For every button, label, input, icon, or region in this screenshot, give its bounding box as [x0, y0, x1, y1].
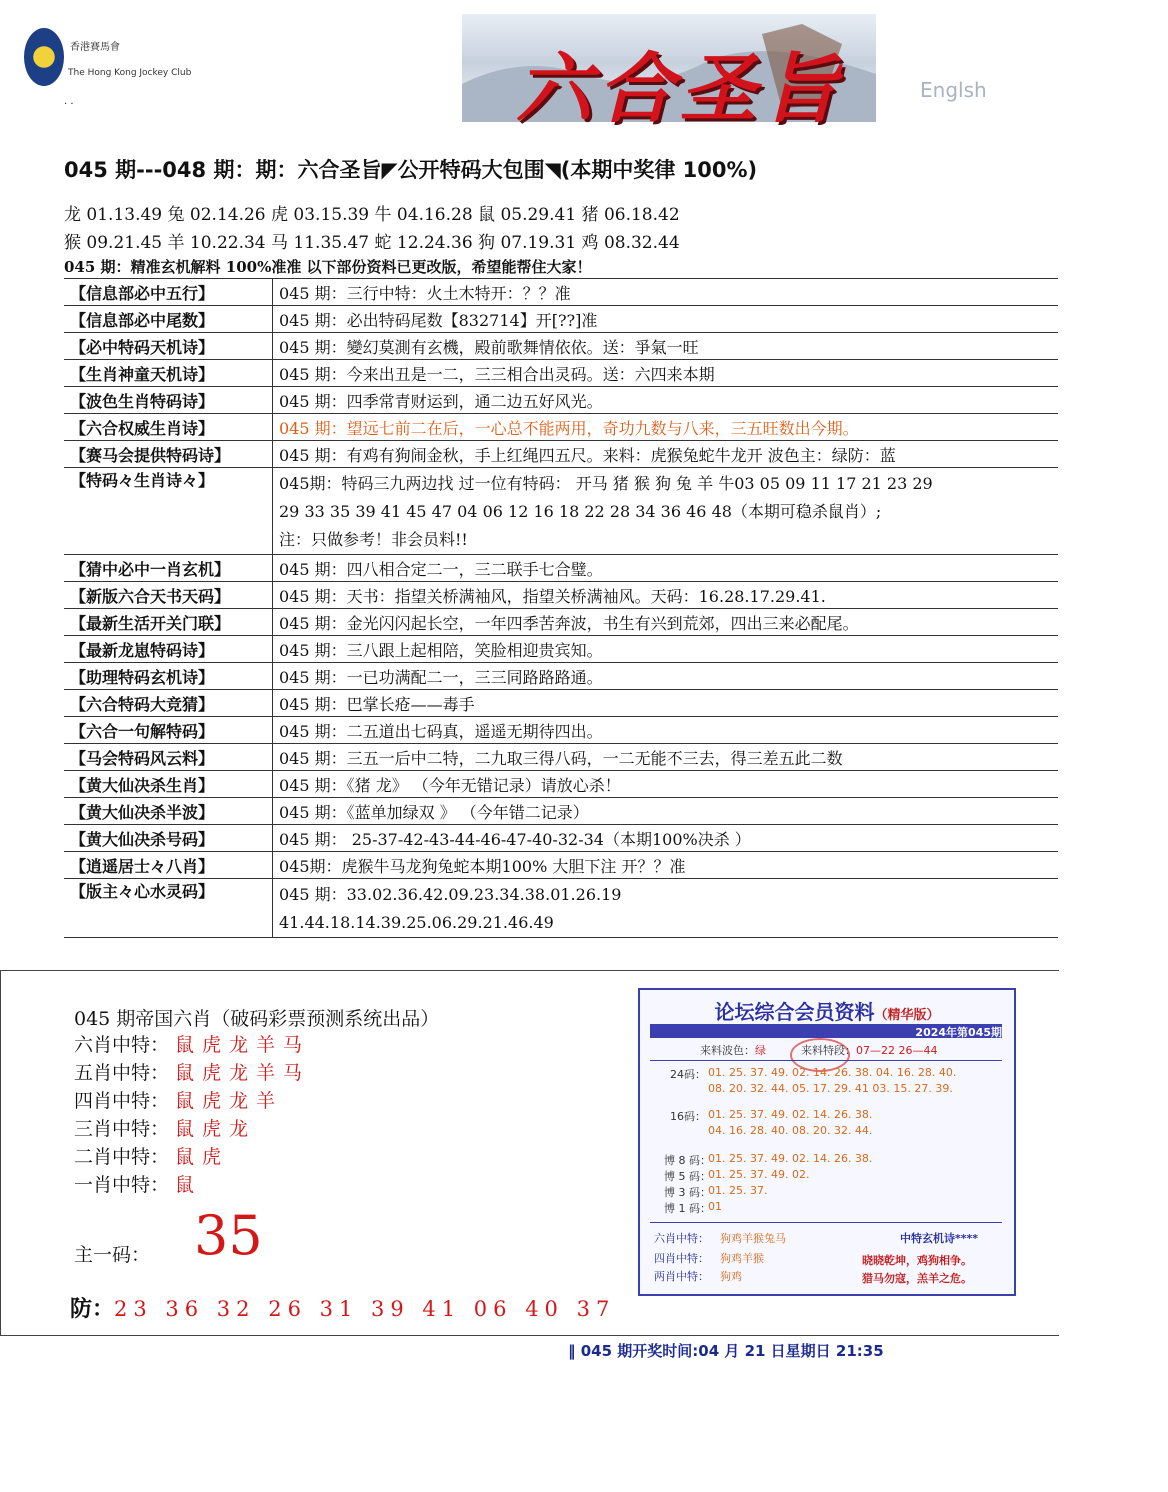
r16-label: 16码：: [670, 1110, 706, 1123]
table-row: [64, 306, 1058, 333]
src-label: 来料波色：: [700, 1044, 755, 1057]
table-row: [64, 468, 1058, 555]
b1-label: 博 1 码：: [664, 1202, 711, 1215]
draw-time: ‖ 045 期开奖时间:04 月 21 日星期日 21:35: [568, 1342, 884, 1360]
table-row: [64, 825, 1058, 852]
row-label: 【波色生肖特码诗】: [64, 387, 273, 414]
poem-label: 中特玄机诗****: [900, 1232, 979, 1245]
b3-value: 01. 25. 37.: [708, 1184, 768, 1197]
row-value: 045 期：三八跟上起相陪，笑脸相迎贵宾知。: [273, 636, 1059, 663]
row-label: 【逍遥居士々八肖】: [64, 852, 273, 879]
row-value: 045 期：三行中特：火土木特开：？？准: [273, 279, 1059, 306]
row-value-line-1: 045期：特码三九两边找 过一位有特码： 开马 猪 猴 狗 兔 羊 牛03 05 09 11 17 21 23 29: [279, 474, 933, 493]
row-value: [273, 468, 1059, 555]
six-label: 六肖中特：: [654, 1232, 709, 1245]
table-row: [64, 333, 1058, 360]
b1-value: 01: [708, 1200, 722, 1213]
row-label: 【六合一句解特码】: [64, 717, 273, 744]
pick-label: 三肖中特：: [74, 1118, 170, 1140]
pick-row: [74, 1030, 310, 1057]
table-row: [64, 441, 1058, 468]
row-value: [273, 879, 1059, 938]
panel-title-text: 论坛综合会员资料: [714, 1000, 875, 1024]
row-label: 【特码々生肖诗々】: [64, 468, 273, 555]
row-label: 【信息部必中五行】: [64, 279, 273, 306]
r24-line-2: 08. 20. 32. 44. 05. 17. 29. 41 03. 15. 27. 39.: [708, 1082, 953, 1095]
row-label: 【黄大仙决杀号码】: [64, 825, 273, 852]
fang-label: 防：: [70, 1296, 115, 1322]
subheading: 045 期：精准玄机解料 100%准准 以下部份资料已更改版，希望能帮住大家！: [64, 258, 592, 276]
logo-text-en: The Hong Kong Jockey Club: [68, 68, 192, 78]
table-row: [64, 609, 1058, 636]
row-value: 045 期：有鸡有狗闹金秋，手上红绳四五尺。来料：虎猴兔蛇牛龙开 波色主：绿防：蓝: [273, 441, 1059, 468]
panel-source: [700, 1042, 937, 1058]
four-label: 四肖中特：: [654, 1252, 709, 1265]
row-value-line-2: 29 33 35 39 41 45 47 04 06 12 16 18 22 28 34 36 46 48（本期可稳杀鼠肖）;: [279, 502, 882, 521]
row-value: 045 期：必出特码尾数【832714】开[??]准: [273, 306, 1059, 333]
fang-row: [70, 1292, 615, 1323]
panel-edition: （精华版）: [874, 1008, 940, 1023]
row-label: 【黄大仙决杀生肖】: [64, 771, 273, 798]
row-label: 【最新龙崽特码诗】: [64, 636, 273, 663]
row-value: 045 期：巴掌长疮——毒手: [273, 690, 1059, 717]
table-row: [64, 798, 1058, 825]
pick-animals: 鼠: [175, 1174, 203, 1196]
row-label: 【六合权威生肖诗】: [64, 414, 273, 441]
row-label: 【猜中必中一肖玄机】: [64, 555, 273, 582]
row-label: 【必中特码天机诗】: [64, 333, 273, 360]
row-label: 【助理特码玄机诗】: [64, 663, 273, 690]
banner-title: 六合圣旨: [516, 44, 844, 133]
main-number: 35: [194, 1204, 263, 1267]
row-value: 045 期：四八相合定二一，三二联手七合璧。: [273, 555, 1059, 582]
pick-label: 五肖中特：: [74, 1062, 170, 1084]
table-row: [64, 360, 1058, 387]
table-row: [64, 636, 1058, 663]
b8-value: 01. 25. 37. 49. 02. 14. 26. 38.: [708, 1152, 873, 1165]
table-row: [64, 771, 1058, 798]
two-label: 两肖中特：: [654, 1270, 709, 1283]
table-row: [64, 663, 1058, 690]
row-value: 045 期：金光闪闪起长空，一年四季苦奔波，书生有兴到荒郊，四出三来必配尾。: [273, 609, 1059, 636]
logo-text-cn: 香港賽馬會: [70, 42, 120, 53]
fang-numbers: 23 36 32 26 31 39 41 06 40 37: [114, 1297, 616, 1321]
pick-row: [74, 1058, 310, 1085]
row-value: 045 期：三五一后中二特，二九取三得八码，一二无能不三去，得三差五此二数: [273, 744, 1059, 771]
row-label: 【信息部必中尾数】: [64, 306, 273, 333]
src-seg-label: 来料特段：: [800, 1044, 856, 1057]
r16-line-1: 01. 25. 37. 49. 02. 14. 26. 38.: [708, 1108, 873, 1121]
row-label: 【最新生活开关门联】: [64, 609, 273, 636]
pick-animals: 鼠虎龙: [175, 1118, 257, 1140]
dots: . .: [64, 96, 74, 107]
four-value: 狗鸡羊猴: [720, 1252, 764, 1265]
src-value: 绿: [755, 1044, 766, 1057]
row-value: 045 期：今来出丑是一二，三三相合出灵码。送：六四来本期: [273, 360, 1059, 387]
prediction-title: 045 期帝国六肖（破码彩票预测系统出品）: [74, 1008, 440, 1030]
pick-animals: 鼠虎龙羊马: [175, 1034, 311, 1056]
r24-label: 24码：: [670, 1068, 706, 1081]
poem-line-2: 猎马勿寇，羔羊之危。: [862, 1272, 972, 1285]
row-value-line-2: 41.44.18.14.39.25.06.29.21.46.49: [279, 913, 554, 932]
two-value: 狗鸡: [720, 1270, 742, 1283]
row-value-line-1: 045 期：33.02.36.42.09.23.34.38.01.26.19: [279, 885, 622, 904]
row-value: 045 期：《猪 龙》 （今年无错记录）请放心杀！: [273, 771, 1059, 798]
pick-animals: 鼠虎: [175, 1146, 230, 1168]
pick-row: [74, 1142, 229, 1169]
table-row: [64, 690, 1058, 717]
table-row: [64, 879, 1058, 938]
b5-label: 博 5 码：: [664, 1170, 711, 1183]
pick-label: 二肖中特：: [74, 1146, 170, 1168]
pick-label: 四肖中特：: [74, 1090, 170, 1112]
divider: [650, 1060, 1002, 1061]
table-row: [64, 744, 1058, 771]
poem-line-1: 晓晓乾坤，鸡狗相争。: [862, 1254, 972, 1267]
pick-row: [74, 1170, 202, 1197]
src-seg-value: 07—22 26—44: [855, 1044, 938, 1057]
row-value: 045 期：天书：指望关桥满袖风，指望关桥满袖风。天码：16.28.17.29.41.: [273, 582, 1059, 609]
page-title: 045 期---048 期：期：六合圣旨◤公开特码大包围◥(本期中奖律 100%): [64, 158, 758, 182]
r24-line-1: 01. 25. 37. 49. 02. 14. 26. 38. 04. 16. 28. 40.: [708, 1066, 957, 1079]
b3-label: 博 3 码：: [664, 1186, 711, 1199]
row-value: 045 期：望远七前二在后，一心总不能两用，奇功九数与八来，三五旺数出今期。: [273, 414, 1059, 441]
row-label: 【六合特码大竞猜】: [64, 690, 273, 717]
b8-label: 博 8 码：: [664, 1154, 711, 1167]
panel-title: [640, 996, 1014, 1025]
b5-value: 01. 25. 37. 49. 02.: [708, 1168, 810, 1181]
table-row: [64, 279, 1058, 306]
row-label: 【黄大仙决杀半波】: [64, 798, 273, 825]
zodiac-line-2: 猴 09.21.45 羊 10.22.34 马 11.35.47 蛇 12.24.36 狗 07.19.31 鸡 08.32.44: [64, 233, 680, 253]
r16-line-2: 04. 16. 28. 40. 08. 20. 32. 44.: [708, 1124, 873, 1137]
table-row: [64, 387, 1058, 414]
row-label: 【赛马会提供特码诗】: [64, 441, 273, 468]
row-value: 045 期：《蓝单加绿双 》 （今年错二记录）: [273, 798, 1059, 825]
divider: [650, 1222, 1002, 1223]
table-row: [64, 555, 1058, 582]
member-info-panel: [638, 988, 1016, 1296]
english-link[interactable]: Englsh: [920, 78, 987, 102]
row-value: 045 期：四季常青财运到，通二边五好风光。: [273, 387, 1059, 414]
row-label: 【生肖神童天机诗】: [64, 360, 273, 387]
table-row: [64, 852, 1058, 879]
row-label: 【新版六合天书天码】: [64, 582, 273, 609]
row-label: 【版主々心水灵码】: [64, 879, 273, 938]
panel-year: 2024年第045期: [915, 1026, 1002, 1039]
row-value: 045 期： 25-37-42-43-44-46-47-40-32-34（本期100%决杀 ）: [273, 825, 1059, 852]
row-value: 045 期：變幻莫測有玄機，殿前歌舞情依依。送：爭氣一旺: [273, 333, 1059, 360]
jockey-club-logo: [24, 28, 64, 86]
row-value: 045 期：二五道出七码真，遥遥无期待四出。: [273, 717, 1059, 744]
main-number-label: 主一码：: [74, 1244, 151, 1266]
tips-table: [64, 278, 1058, 938]
pick-animals: 鼠虎龙羊: [175, 1090, 284, 1112]
pick-label: 六肖中特：: [74, 1034, 170, 1056]
row-label: 【马会特码风云料】: [64, 744, 273, 771]
pick-row: [74, 1086, 283, 1113]
zodiac-line-1: 龙 01.13.49 兔 02.14.26 虎 03.15.39 牛 04.16.28 鼠 05.29.41 猪 06.18.42: [64, 205, 680, 225]
table-row: [64, 582, 1058, 609]
pick-row: [74, 1114, 256, 1141]
row-value: 045期：虎猴牛马龙狗兔蛇本期100% 大胆下注 开？？准: [273, 852, 1059, 879]
pick-animals: 鼠虎龙羊马: [175, 1062, 311, 1084]
row-value: 045 期：一已功满配二一，三三同路路路通。: [273, 663, 1059, 690]
row-value-line-3: 注：只做参考！非会员料!!: [279, 530, 468, 549]
pick-label: 一肖中特：: [74, 1174, 170, 1196]
table-row: [64, 414, 1058, 441]
six-value: 狗鸡羊猴兔马: [720, 1232, 786, 1245]
table-row: [64, 717, 1058, 744]
